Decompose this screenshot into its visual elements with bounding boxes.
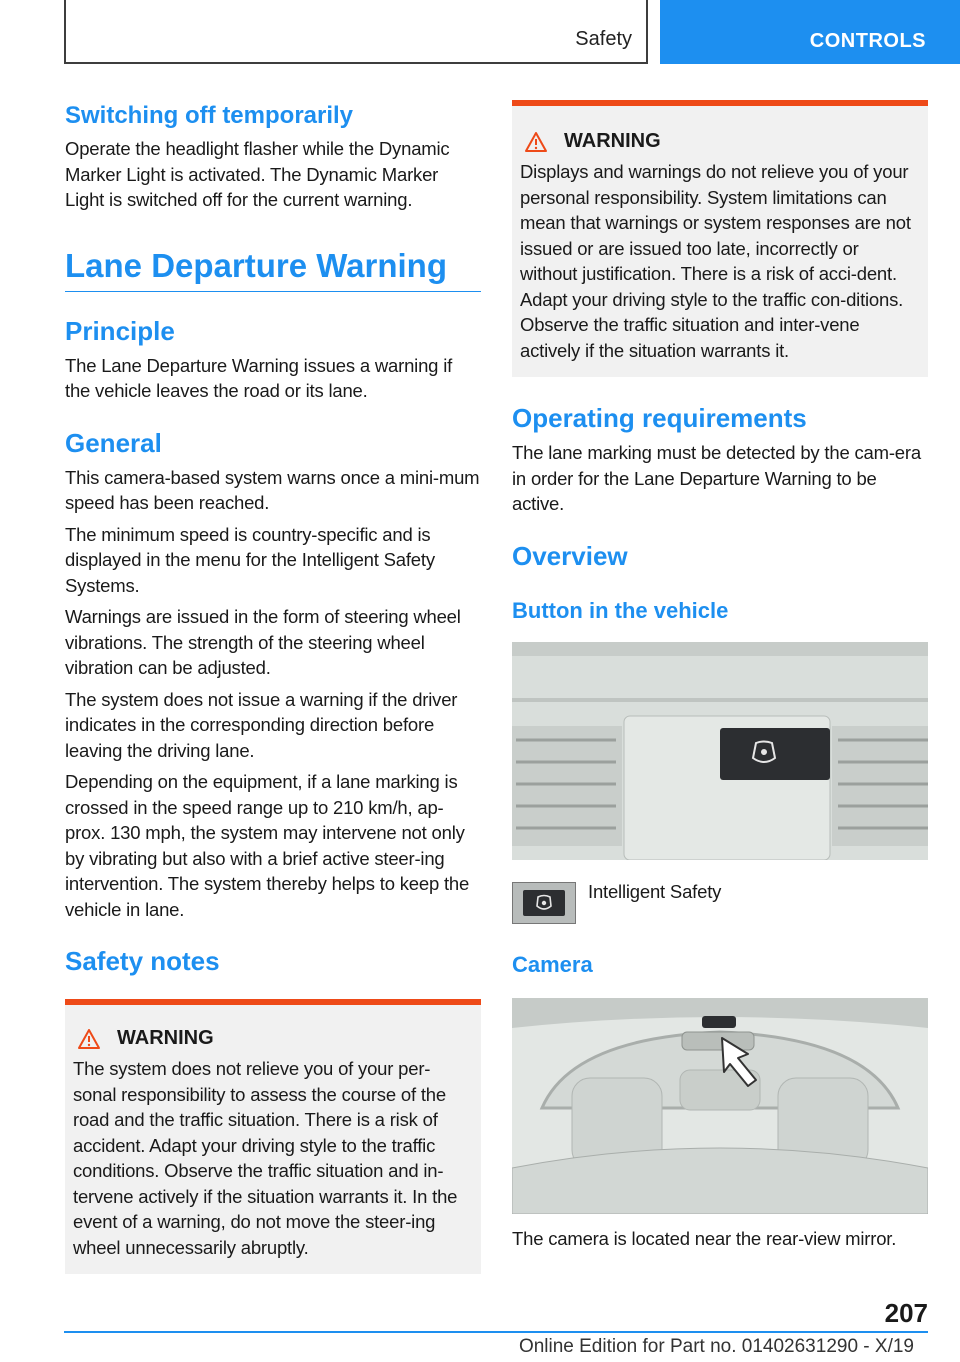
page-number: 207 [884, 1298, 928, 1328]
general-paragraph-3: Warnings are issued in the form of steering wheel vibrations. The strength of the steering wheel vibration can be adjusted. [65, 606, 461, 678]
general-paragraph-4: The system does not issue a warning if the driver indicates in the corresponding direction before leaving the driving lane. [65, 688, 458, 761]
left-column [65, 100, 481, 1274]
warning-triangle-icon [524, 131, 548, 153]
operating-requirements-heading: Operating requirements [512, 403, 807, 433]
warning-label: WARNING [564, 130, 661, 152]
operating-requirements-text: The lane marking must be detected by the cam-era in order for the Lane Departure Warning to be active. [512, 442, 921, 514]
button-caption: Intelligent Safety [588, 880, 722, 902]
footer-divider [64, 1331, 928, 1333]
general-paragraph-1: This camera-based system warns once a mini-mum speed has been reached. [65, 466, 480, 513]
footer-edition: Online Edition for Part no. 01402631290 - X/19 [518, 1336, 914, 1357]
car-interior-illustration [512, 998, 928, 1214]
warning-text-left: The system does not relieve you of your per-sonal responsibility to assess the course of the road and the traffic situation. There is a risk of accident. Adapt your driving style to the traffic conditions. Observe the traffic situation and in-tervene actively if the situation warrants it. In the event of a warning, do not move the steer-ing wheel unnecessarily abruptly. [73, 1058, 458, 1258]
warning-triangle-icon [77, 1028, 101, 1050]
camera-text: The camera is located near the rear-view mirror. [512, 1227, 897, 1249]
button-legend [512, 882, 928, 924]
warning-header [73, 1027, 473, 1050]
header-chapter-title: CONTROLS [809, 30, 926, 52]
intelligent-safety-icon [534, 894, 554, 912]
general-paragraph-5: Depending on the equipment, if a lane marking is crossed in the speed range up to 210 km/h, ap-prox. 130 mph, the system may intervene not only by vibrating but also with a brief active steer-ing intervention. The system thereby helps to keep the vehicle in lane. [65, 771, 470, 920]
right-column [512, 100, 928, 1251]
general-heading: General [65, 427, 162, 458]
principle-heading: Principle [65, 315, 175, 346]
warning-text-right: Displays and warnings do not relieve you of your personal responsibility. System limitations can mean that warnings or system responses are not issued or are issued too late, incorrectly or without justification. There is a risk of acci-dent. Adapt your driving style to the traffic con-ditions. Observe the traffic situation and inter-vene actively if the situation warrants it. [520, 161, 911, 361]
header-chapter-tab [660, 0, 960, 64]
warning-label: WARNING [117, 1027, 214, 1049]
general-paragraph-2: The minimum speed is country-specific and is displayed in the menu for the Intelligent Safety Systems. [65, 523, 435, 596]
header-section-title: Safety [575, 28, 632, 50]
switching-off-heading: Switching off temporarily [65, 102, 354, 129]
lane-departure-warning-heading: Lane Departure Warning [65, 247, 481, 292]
principle-text: The Lane Departure Warning issues a warning if the vehicle leaves the road or its lane. [65, 354, 453, 401]
camera-photo [512, 998, 928, 1214]
warning-box-left [65, 999, 481, 1274]
intelligent-safety-button-thumbnail [512, 882, 576, 924]
safety-notes-heading: Safety notes [65, 946, 220, 976]
overview-heading: Overview [512, 540, 628, 571]
button-in-vehicle-heading: Button in the vehicle [512, 597, 729, 623]
button-photo [512, 642, 928, 860]
switching-off-text: Operate the headlight flasher while the Dynamic Marker Light is activated. The Dynamic Marker Light is switched off for the current warning. [65, 138, 450, 210]
dashboard-illustration [512, 642, 928, 860]
warning-header [520, 130, 920, 153]
warning-box-right [512, 100, 928, 377]
camera-heading: Camera [512, 951, 593, 977]
header-section-box [64, 0, 648, 64]
